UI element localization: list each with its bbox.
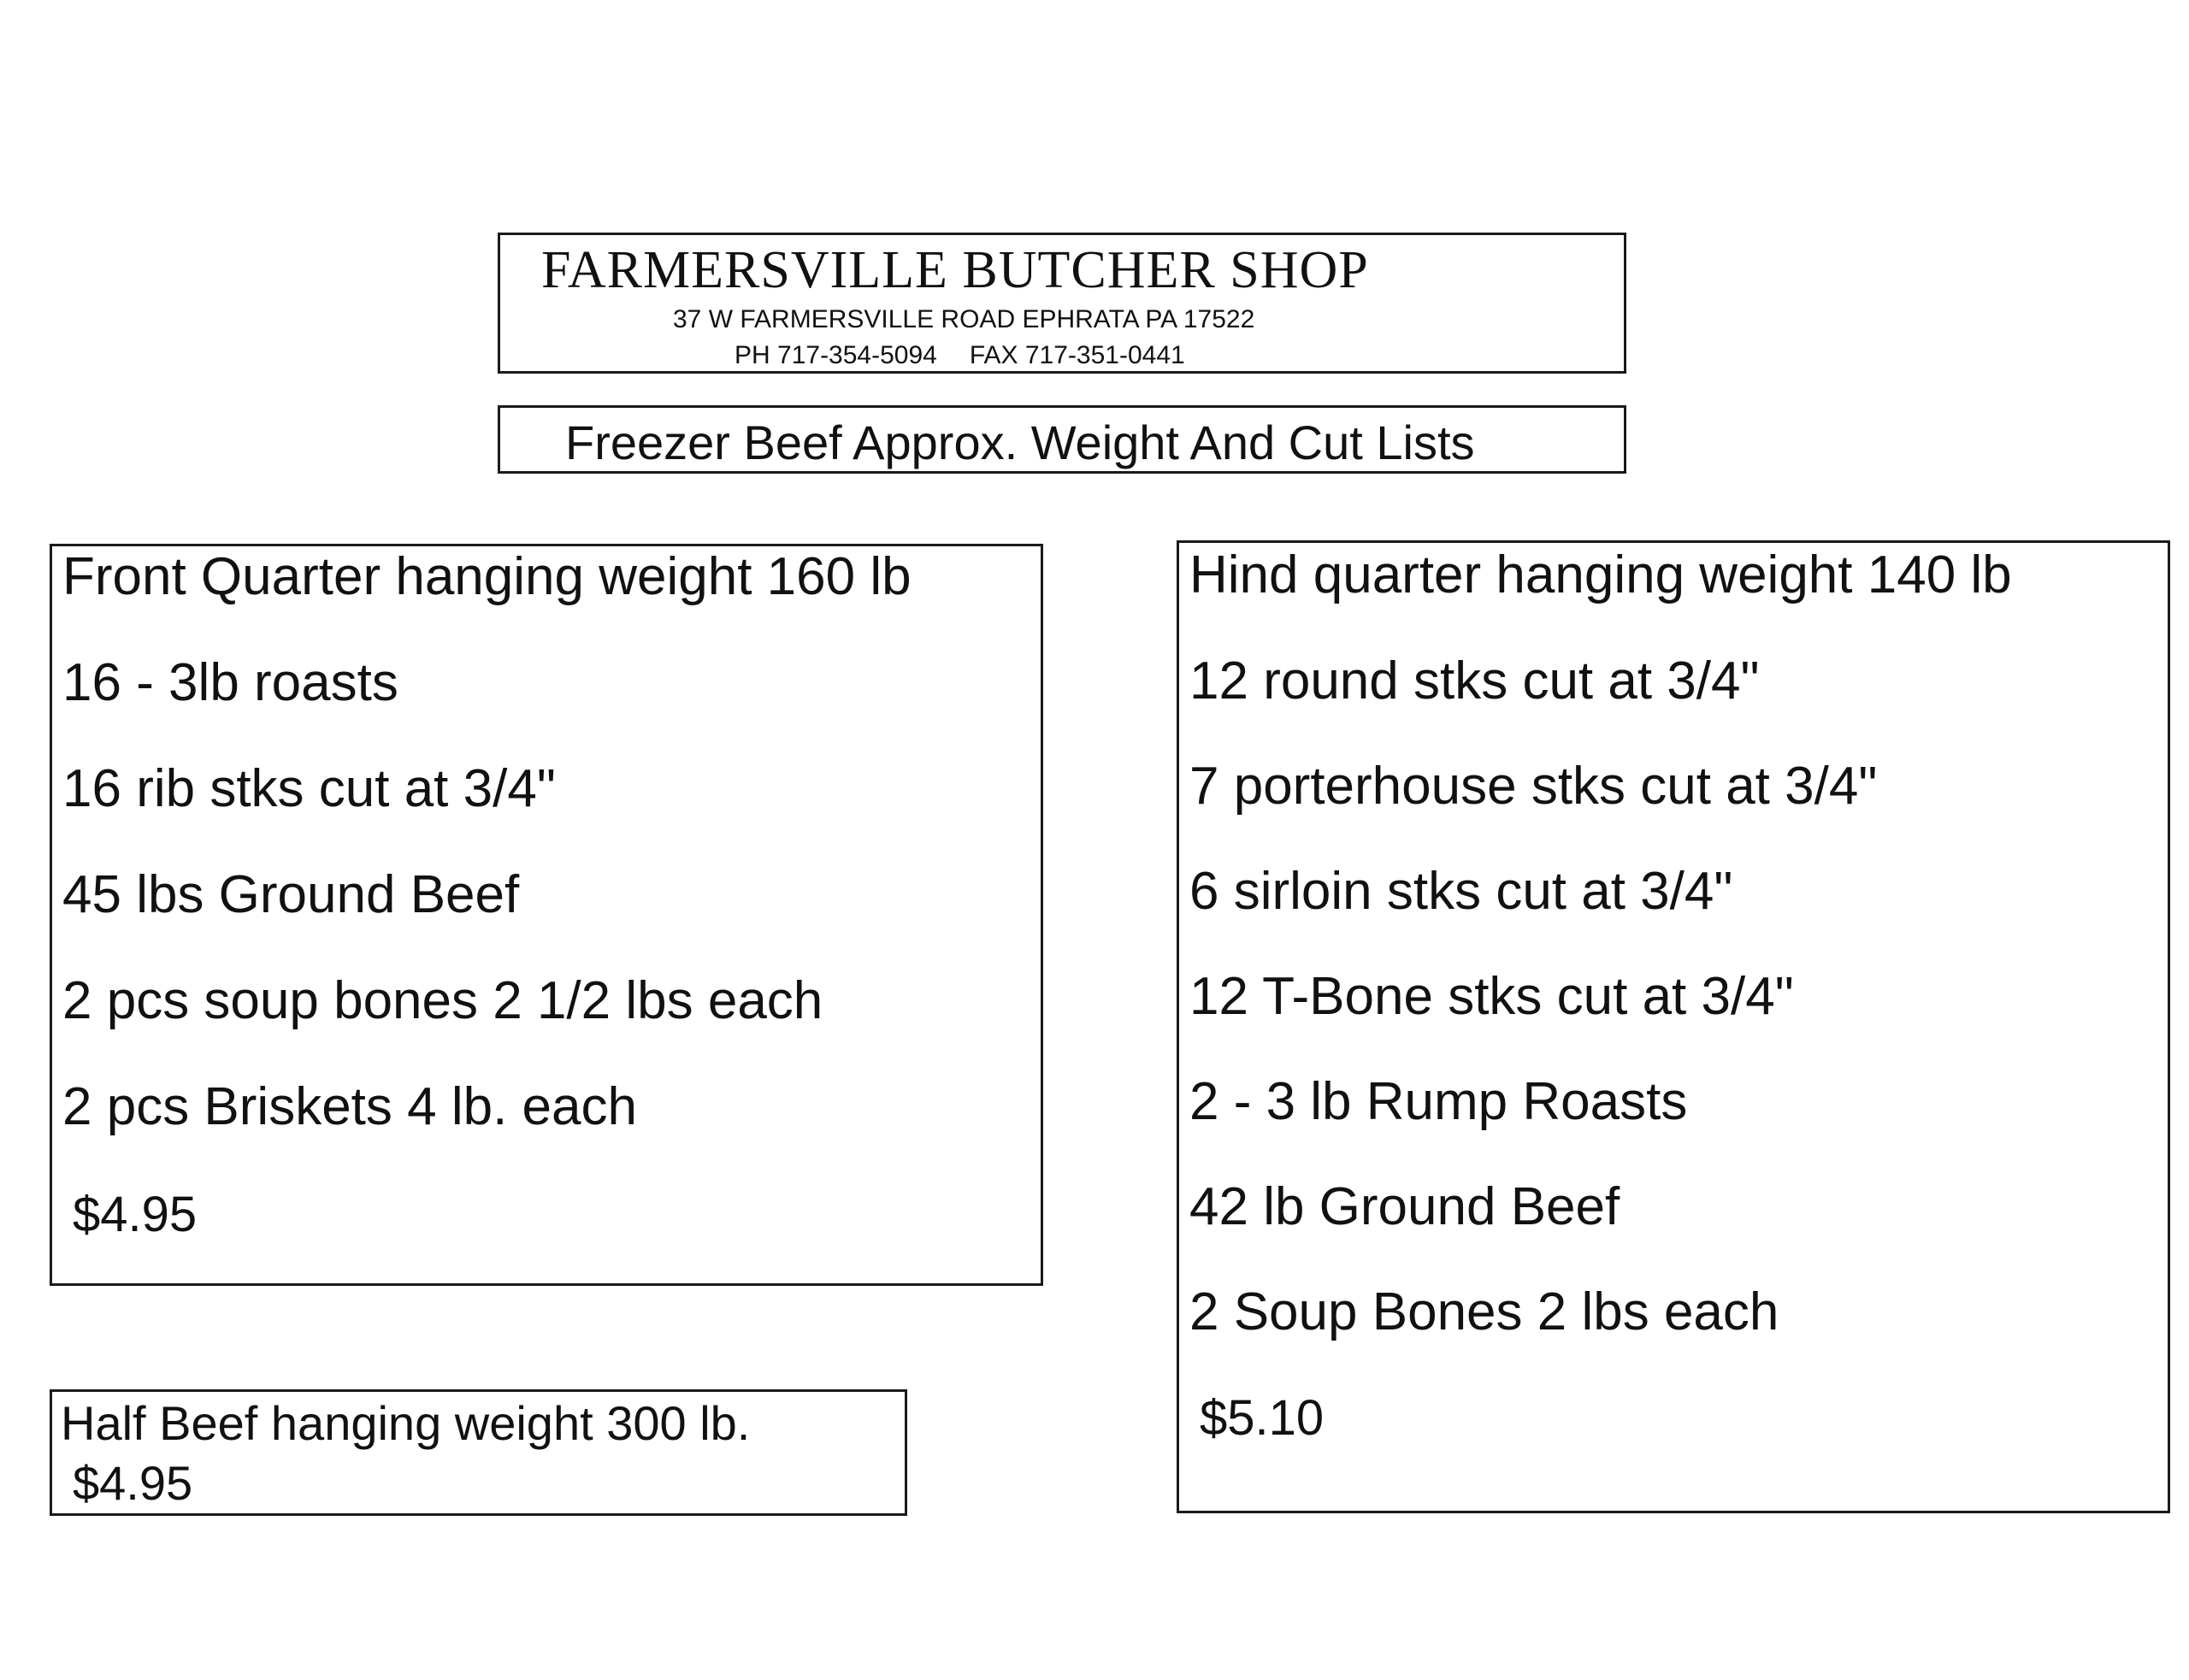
front-quarter-title: Front Quarter hanging weight 160 lb	[62, 547, 912, 606]
hind-cut-item: 12 T-Bone stks cut at 3/4"	[1189, 967, 1794, 1026]
shop-fax: FAX 717-351-0441	[969, 341, 1185, 369]
half-beef-price: $4.95	[73, 1456, 193, 1510]
hind-cut-item: 7 porterhouse stks cut at 3/4"	[1189, 757, 1878, 816]
front-quarter-section	[50, 544, 1043, 1286]
half-beef-section	[50, 1389, 907, 1516]
front-cut-item: 16 rib stks cut at 3/4"	[62, 759, 556, 818]
page-subtitle: Freezer Beef Approx. Weight And Cut Lists	[565, 416, 1475, 469]
shop-header	[498, 233, 1626, 374]
hind-cut-item: 42 lb Ground Beef	[1189, 1177, 1620, 1236]
subtitle-box	[498, 405, 1626, 474]
hind-cut-item: 12 round stks cut at 3/4"	[1189, 651, 1760, 710]
front-quarter-price: $4.95	[73, 1187, 198, 1242]
shop-phone: PH 717-354-5094	[735, 341, 937, 369]
hind-quarter-title: Hind quarter hanging weight 140 lb	[1189, 545, 2012, 604]
hind-cut-item: 2 Soup Bones 2 lbs each	[1189, 1282, 1779, 1341]
shop-contact	[735, 341, 1185, 370]
hind-quarter-price: $5.10	[1200, 1390, 1325, 1446]
front-cut-item: 45 lbs Ground Beef	[62, 865, 520, 924]
front-cut-item: 2 pcs soup bones 2 1/2 lbs each	[62, 971, 823, 1030]
shop-name: FARMERSVILLE BUTCHER SHOP	[541, 241, 1369, 299]
half-beef-title: Half Beef hanging weight 300 lb.	[61, 1396, 751, 1450]
hind-cut-item: 2 - 3 lb Rump Roasts	[1189, 1072, 1688, 1131]
hind-quarter-section	[1177, 540, 2170, 1513]
front-cut-item: 2 pcs Briskets 4 lb. each	[62, 1077, 637, 1136]
front-cut-item: 16 - 3lb roasts	[62, 653, 398, 712]
shop-address: 37 W FARMERSVILLE ROAD EPHRATA PA 17522	[673, 305, 1255, 333]
hind-cut-item: 6 sirloin stks cut at 3/4"	[1189, 862, 1733, 921]
